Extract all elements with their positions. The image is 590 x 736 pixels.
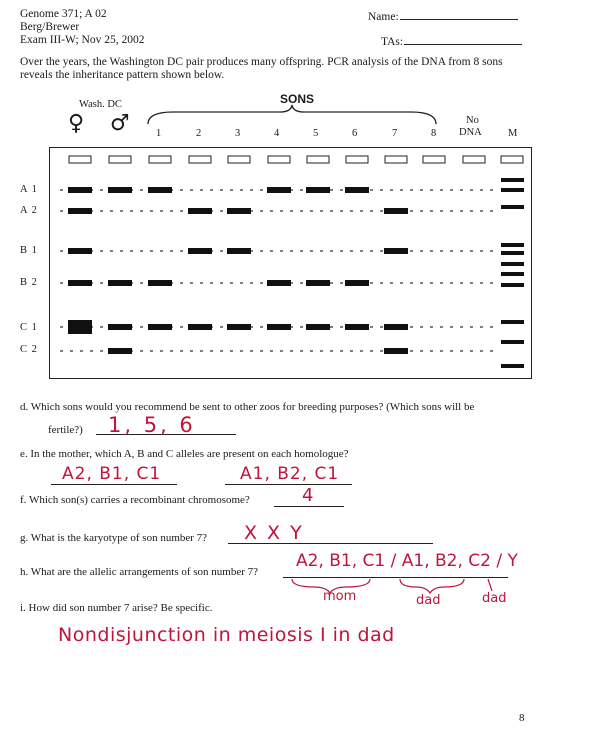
- answer-e-homologue-2[interactable]: A1, B2, C1: [240, 464, 340, 484]
- gel-band: [148, 187, 172, 193]
- lane-label-2: 2: [196, 128, 202, 139]
- gel-band: [108, 324, 132, 330]
- gel-band: [345, 187, 369, 193]
- gel-band: [68, 248, 92, 254]
- no-dna-label-1: No: [466, 115, 479, 126]
- gel-band: [384, 348, 408, 354]
- gel-band: [345, 280, 369, 286]
- row-label-a2: A 2: [20, 205, 38, 216]
- gel-well: [346, 156, 368, 163]
- answer-f[interactable]: 4: [302, 485, 314, 506]
- marker-band: [501, 340, 524, 344]
- marker-band: [501, 205, 524, 209]
- gel-band: [306, 187, 330, 193]
- marker-band: [501, 251, 524, 255]
- intro-line-2: reveals the inheritance pattern shown below.: [20, 69, 225, 81]
- gel-well: [149, 156, 171, 163]
- marker-band: [501, 320, 524, 324]
- gel-band: [227, 324, 251, 330]
- lane-label-4: 4: [274, 128, 280, 139]
- question-d-line-2: fertile?): [48, 424, 83, 436]
- marker-band: [501, 364, 524, 368]
- marker-band: [501, 283, 524, 287]
- question-f: f. Which son(s) carries a recombinant chromosome?: [20, 494, 250, 506]
- gel-band: [306, 324, 330, 330]
- gel-band: [267, 187, 291, 193]
- gel-band: [148, 280, 172, 286]
- row-label-a1: A 1: [20, 184, 38, 195]
- lane-label-7: 7: [392, 128, 398, 139]
- answer-h-note-dad-1: dad: [416, 593, 441, 608]
- answer-line-e1: [51, 484, 177, 485]
- intro-line-1: Over the years, the Washington DC pair produces many offspring. PCR analysis of the DNA from 8 sons: [20, 56, 503, 68]
- gel-band: [188, 248, 212, 254]
- gel-well: [109, 156, 131, 163]
- gel-band: [188, 208, 212, 214]
- gel-well: [501, 156, 523, 163]
- answer-g[interactable]: X X Y: [244, 522, 304, 544]
- question-g: g. What is the karyotype of son number 7?: [20, 532, 208, 544]
- question-e: e. In the mother, which A, B and C alleles are present on each homologue?: [20, 448, 349, 460]
- gel-band: [68, 208, 92, 214]
- row-label-c2: C 2: [20, 344, 38, 355]
- gel-well: [189, 156, 211, 163]
- question-i: i. How did son number 7 arise? Be specific.: [20, 602, 213, 614]
- question-h: h. What are the allelic arrangements of son number 7?: [20, 566, 259, 578]
- marker-band: [501, 272, 524, 276]
- lane-label-3: 3: [235, 128, 241, 139]
- gel-band: [108, 348, 132, 354]
- gel-well: [69, 156, 91, 163]
- gel-band: [148, 324, 172, 330]
- gel-band: [188, 324, 212, 330]
- gel-band: [267, 280, 291, 286]
- marker-label: M: [508, 128, 518, 139]
- answer-d[interactable]: 1, 5, 6: [108, 413, 196, 437]
- marker-band: [501, 243, 524, 247]
- answer-line-e2: [225, 484, 352, 485]
- gel-band: [68, 280, 92, 286]
- instructors: Berg/Brewer: [20, 21, 80, 33]
- marker-band: [501, 262, 524, 266]
- marker-band: [501, 188, 524, 192]
- gel-band: [267, 324, 291, 330]
- page-number: 8: [519, 712, 525, 724]
- row-label-b1: B 1: [20, 245, 38, 256]
- answer-h-note-mom: mom: [323, 589, 357, 604]
- gel-band: [108, 187, 132, 193]
- gel-band: [68, 320, 92, 334]
- answer-line-f: [274, 506, 344, 507]
- gel-well: [228, 156, 250, 163]
- male-symbol-icon: ♂: [110, 111, 130, 136]
- answer-h-note-dad-2: dad: [482, 591, 507, 606]
- lane-label-1: 1: [156, 128, 162, 139]
- gel-band: [227, 208, 251, 214]
- answer-h[interactable]: A2, B1, C1 / A1, B2, C2 / Y: [296, 551, 518, 571]
- female-symbol-icon: ♀: [68, 111, 85, 136]
- sons-label: SONS: [280, 92, 315, 106]
- gel-band: [227, 248, 251, 254]
- gel-band: [345, 324, 369, 330]
- marker-band: [501, 178, 524, 182]
- gel-band: [384, 208, 408, 214]
- question-d-line-1: d. Which sons would you recommend be sent to other zoos for breeding purposes? (Which sons will be: [20, 401, 475, 413]
- gel-band: [68, 187, 92, 193]
- lane-label-8: 8: [431, 128, 437, 139]
- name-label: Name:: [368, 11, 399, 23]
- answer-i[interactable]: Nondisjunction in meiosis I in dad: [58, 624, 395, 646]
- answer-e-homologue-1[interactable]: A2, B1, C1: [62, 464, 162, 484]
- exam-title: Exam III-W; Nov 25, 2002: [20, 34, 145, 46]
- row-label-b2: B 2: [20, 277, 38, 288]
- course-id: Genome 371; A 02: [20, 8, 107, 20]
- gel-band: [384, 248, 408, 254]
- gel-band: [306, 280, 330, 286]
- gel-well: [307, 156, 329, 163]
- tas-label: TAs:: [381, 36, 404, 48]
- lane-label-6: 6: [352, 128, 358, 139]
- row-label-c1: C 1: [20, 322, 38, 333]
- gel-well: [385, 156, 407, 163]
- gel-well: [268, 156, 290, 163]
- gel-band: [384, 324, 408, 330]
- gel-well: [423, 156, 445, 163]
- gel-well: [463, 156, 485, 163]
- lane-label-5: 5: [313, 128, 319, 139]
- no-dna-label-2: DNA: [459, 127, 482, 138]
- parents-label: Wash. DC: [79, 99, 122, 110]
- gel-band: [108, 280, 132, 286]
